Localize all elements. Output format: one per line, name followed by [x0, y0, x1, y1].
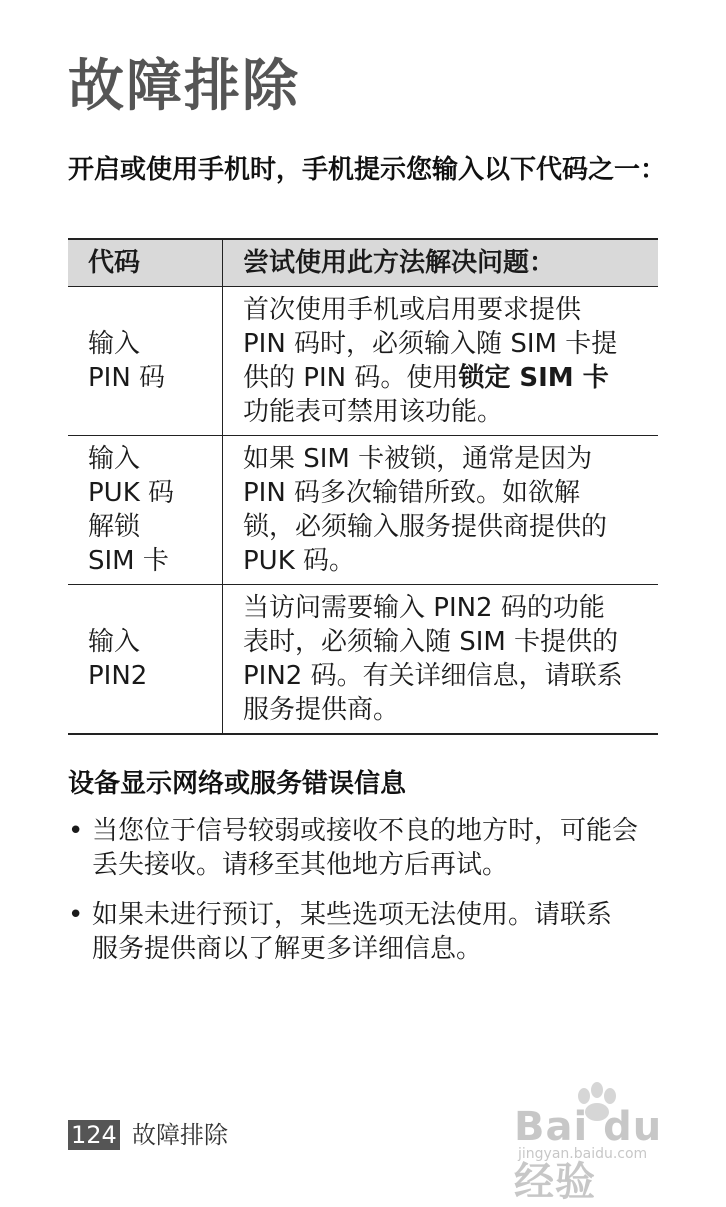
- bullet-dot-icon: •: [68, 900, 84, 930]
- list-item: [68, 898, 668, 966]
- solution-cell: [223, 436, 659, 585]
- section-heading-network-errors: 设备显示网络或服务错误信息: [68, 769, 407, 799]
- solution-line: 如果 SIM 卡被锁，通常是因为: [243, 444, 593, 474]
- code-line: SIM 卡: [88, 546, 169, 576]
- solution-line: 服务提供商。: [243, 695, 400, 725]
- menu-name-bold: 锁定 SIM 卡: [458, 363, 609, 393]
- code-cell: [68, 585, 223, 735]
- solution-line: PIN 码多次输错所致。如欲解: [243, 478, 581, 508]
- section-heading-codes: 开启或使用手机时，手机提示您输入以下代码之一：: [68, 155, 667, 185]
- table-row: [68, 585, 658, 735]
- solution-cell: [223, 287, 659, 436]
- code-line: 输入: [88, 444, 141, 474]
- baidu-watermark: [514, 1082, 694, 1205]
- code-line: 输入: [88, 627, 141, 657]
- solution-line: PIN 码时，必须输入随 SIM 卡提: [243, 329, 618, 359]
- column-header-code: 代码: [68, 239, 223, 287]
- solution-line: PIN2 码。有关详细信息，请联系: [243, 661, 623, 691]
- code-line: 解锁: [88, 512, 141, 542]
- table-row: [68, 287, 658, 436]
- bullet-line: 服务提供商以了解更多详细信息。: [92, 934, 483, 964]
- watermark-url: jingyan.baidu.com: [518, 1146, 648, 1162]
- column-header-solution: 尝试使用此方法解决问题：: [223, 239, 659, 287]
- solution-line: PUK 码。: [243, 546, 356, 576]
- solution-line: 表时，必须输入随 SIM 卡提供的: [243, 627, 619, 657]
- code-cell: [68, 436, 223, 585]
- table-header-row: [68, 239, 658, 287]
- solution-line: 首次使用手机或启用要求提供: [243, 295, 582, 325]
- code-cell: [68, 287, 223, 436]
- solution-line: 功能表可禁用该功能。: [243, 397, 504, 427]
- list-item: [68, 814, 668, 882]
- page-number: 124: [68, 1120, 120, 1150]
- solution-line: 锁，必须输入服务提供商提供的: [243, 512, 608, 542]
- watermark-brand: Bai du 经验: [514, 1104, 663, 1205]
- table-row: [68, 436, 658, 585]
- code-line: PIN 码: [88, 363, 166, 393]
- solution-cell: [223, 585, 659, 735]
- bullet-line: 丢失接收。请移至其他地方后再试。: [92, 850, 509, 880]
- code-line: PUK 码: [88, 478, 175, 508]
- bullet-list: [68, 814, 668, 982]
- bullet-dot-icon: •: [68, 816, 84, 846]
- footer-section-label: 故障排除: [132, 1121, 228, 1149]
- bullet-line: 当您位于信号较弱或接收不良的地方时，可能会: [92, 816, 639, 846]
- page-title: 故障排除: [68, 54, 300, 119]
- solution-line: 当访问需要输入 PIN2 码的功能: [243, 593, 605, 623]
- bullet-line: 如果未进行预订，某些选项无法使用。请联系: [92, 900, 613, 930]
- code-line: PIN2: [88, 661, 148, 691]
- codes-table: [68, 238, 658, 735]
- solution-line: [243, 361, 650, 395]
- solution-text: 供的 PIN 码。使用: [243, 363, 459, 393]
- code-line: 输入: [88, 329, 141, 359]
